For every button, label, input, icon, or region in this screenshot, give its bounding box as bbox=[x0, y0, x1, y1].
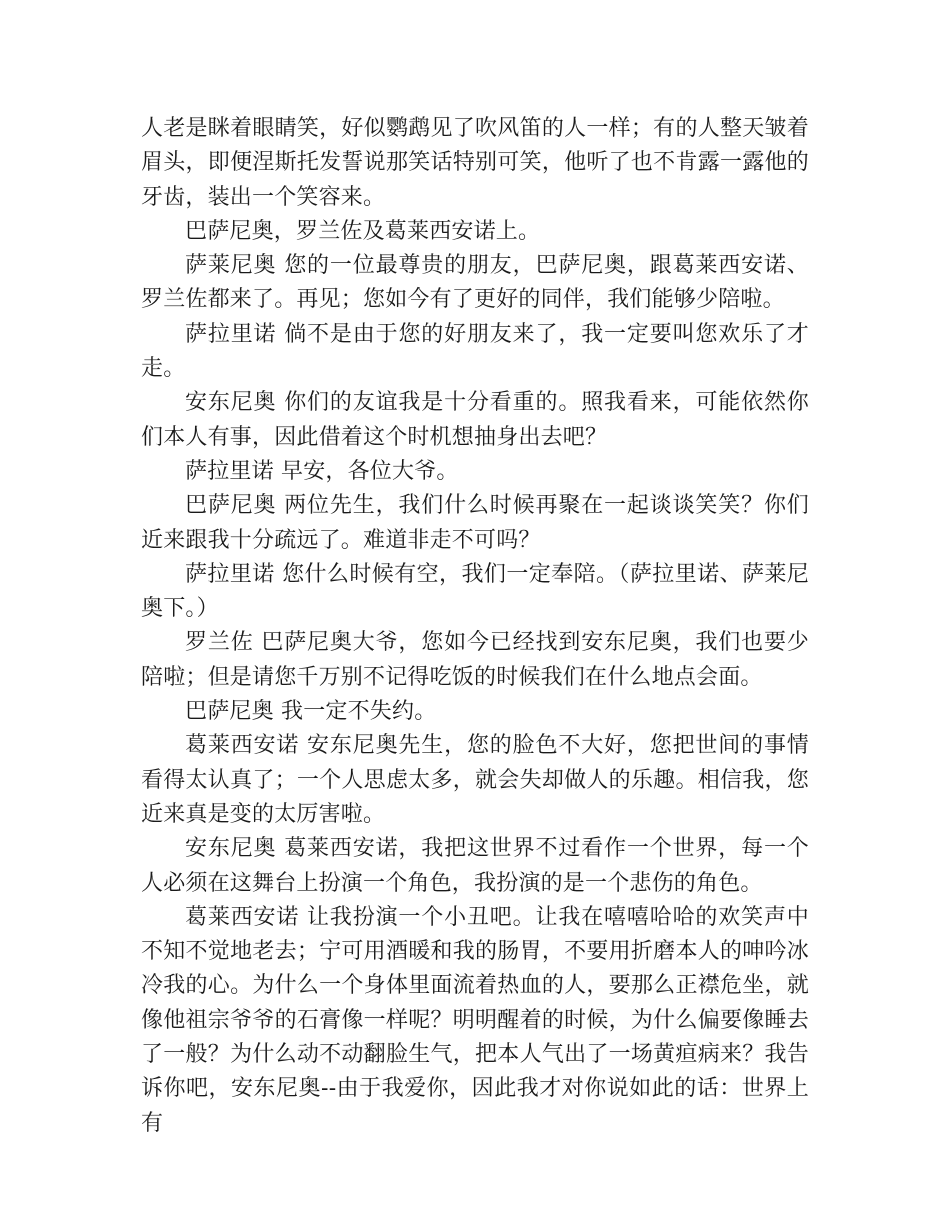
document-body bbox=[141, 112, 809, 1141]
dialogue-line: 安东尼奥 葛莱西安诺，我把这世界不过看作一个世界，每一个人必须在这舞台上扮演一个角色，我扮演的是一个悲伤的角色。 bbox=[141, 836, 809, 896]
paragraph-continued: 人老是眯着眼睛笑，好似鹦鹉见了吹风笛的人一样；有的人整天皱着眉头，即便涅斯托发誓说那笑话特别可笑，他听了也不肯露一露他的牙齿，装出一个笑容来。 bbox=[141, 116, 809, 210]
dialogue-line: 葛莱西安诺 让我扮演一个小丑吧。让我在嘻嘻哈哈的欢笑声中不知不觉地老去；宁可用酒暖和我的肠胃，不要用折磨本人的呻吟冰冷我的心。为什么一个身体里面流着热血的人，要那么正襟危坐，就像他祖宗爷爷的石膏像一样呢？明明醒着的时候，为什么偏要像睡去了一般？为什么动不动翻脸生气，把本人气出了一场黄疸病来？我告诉你吧，安东尼奥--由于我爱你，因此我才对你说如此的话：世界上有 bbox=[141, 904, 809, 1136]
dialogue-line: 罗兰佐 巴萨尼奥大爷，您如今已经找到安东尼奥，我们也要少陪啦；但是请您千万别不记得吃饭的时候我们在什么地点会面。 bbox=[141, 630, 809, 690]
dialogue-line: 萨拉里诺 您什么时候有空，我们一定奉陪。（萨拉里诺、萨莱尼奥下。） bbox=[141, 561, 809, 622]
dialogue-line: 葛莱西安诺 安东尼奥先生，您的脸色不大好，您把世间的事情看得太认真了；一个人思虑太多，就会失却做人的乐趣。相信我，您近来真是变的太厉害啦。 bbox=[141, 733, 809, 827]
dialogue-line: 萨拉里诺 早安，各位大爷。 bbox=[185, 458, 459, 484]
dialogue-line: 萨拉里诺 倘不是由于您的好朋友来了，我一定要叫您欢乐了才走。 bbox=[141, 321, 809, 382]
dialogue-line: 安东尼奥 你们的友谊我是十分看重的。照我看来，可能依然你们本人有事，因此借着这个时机想抽身出去吧？ bbox=[141, 390, 809, 450]
dialogue-line: 萨莱尼奥 您的一位最尊贵的朋友，巴萨尼奥，跟葛莱西安诺、罗兰佐都来了。再见；您如今有了更好的同伴，我们能够少陪啦。 bbox=[141, 253, 809, 313]
dialogue-line: 巴萨尼奥 我一定不失约。 bbox=[185, 699, 437, 725]
stage-direction: 巴萨尼奥，罗兰佐及葛莱西安诺上。 bbox=[185, 218, 541, 244]
dialogue-line: 巴萨尼奥 两位先生，我们什么时候再聚在一起谈谈笑笑？你们近来跟我十分疏远了。难道非走不可吗？ bbox=[141, 493, 809, 553]
